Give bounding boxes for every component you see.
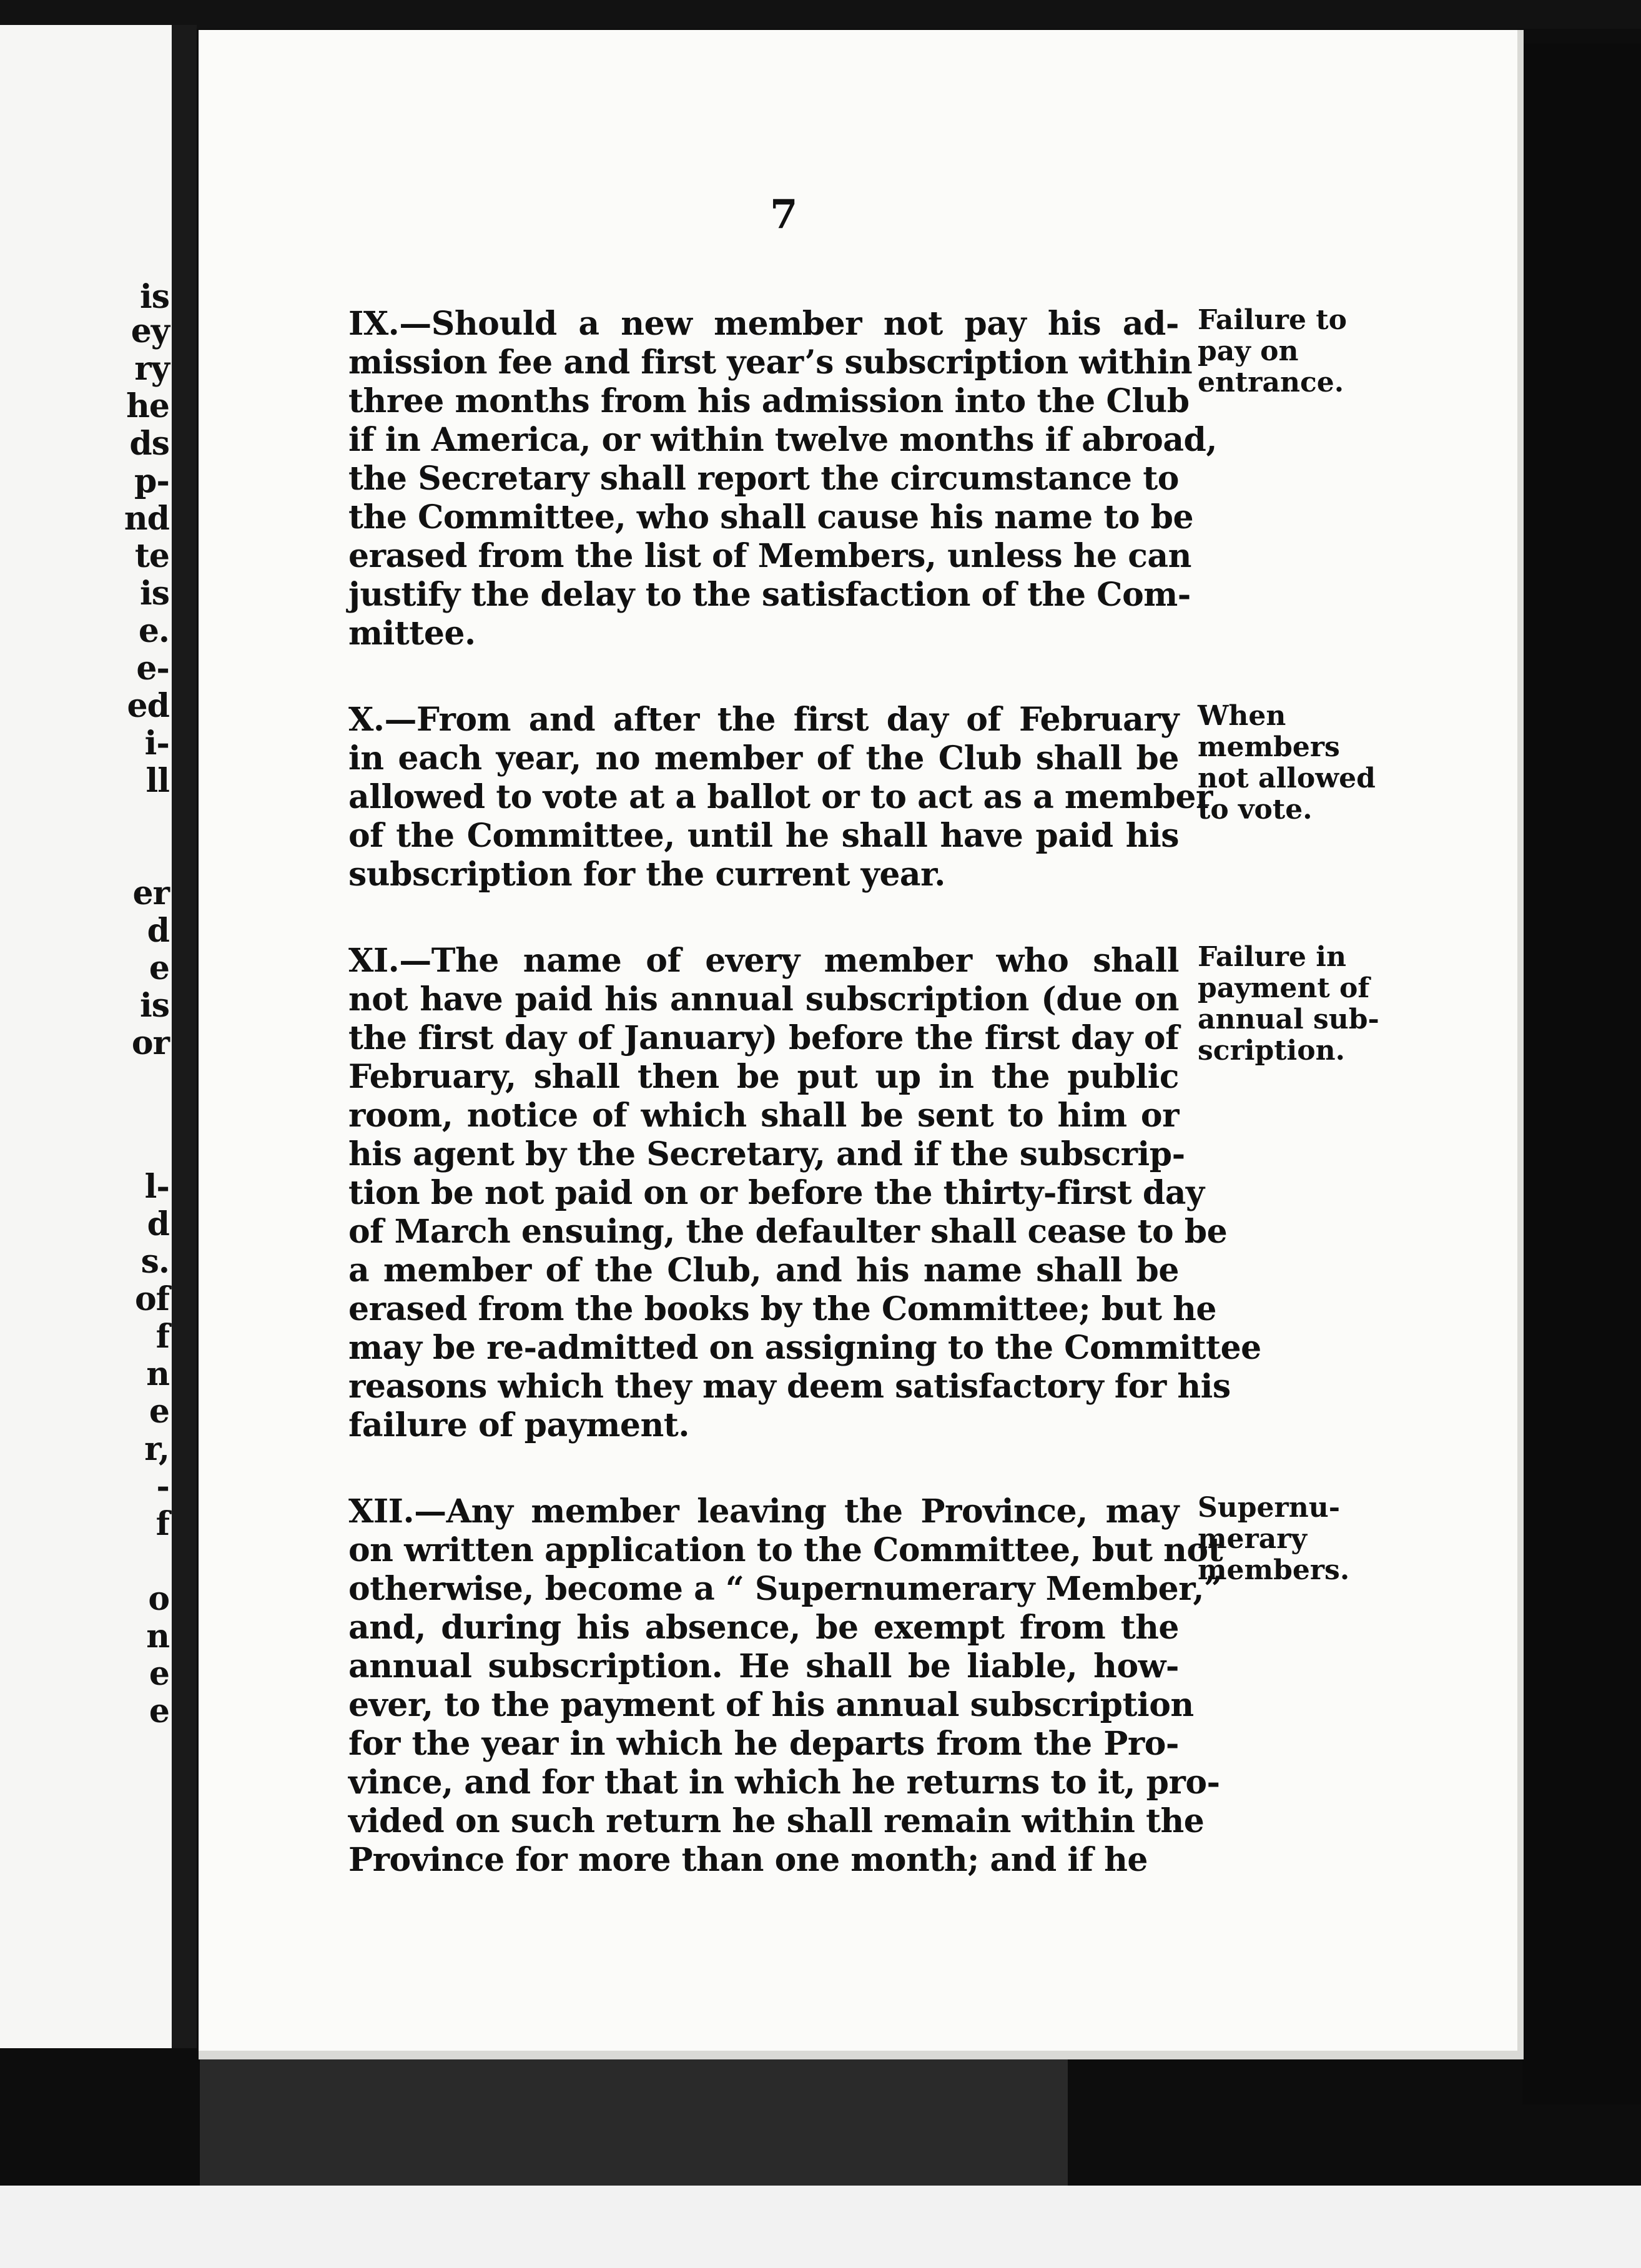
marginal-note-line: to vote. bbox=[1198, 794, 1313, 826]
facing-page-fragment: ed bbox=[127, 687, 169, 725]
facing-page-fragment: ey bbox=[131, 312, 169, 350]
facing-page-fragment: f bbox=[155, 1318, 169, 1356]
marginal-note-line: merary bbox=[1198, 1523, 1307, 1555]
facing-page-fragment: is bbox=[139, 574, 169, 613]
facing-page-fragment: p- bbox=[134, 462, 169, 500]
text-line: three months from his admission into the Club bbox=[348, 382, 1190, 420]
scanner-border-right bbox=[1522, 44, 1641, 2104]
facing-page-fragment: r, bbox=[144, 1430, 169, 1468]
text-line: mission fee and first year’s subscription within bbox=[348, 343, 1193, 382]
rule-paragraph bbox=[348, 701, 1410, 894]
text-line: IX.—Should a new member not pay his ad- bbox=[348, 305, 1179, 343]
facing-page-fragment: er bbox=[132, 874, 169, 912]
facing-page-edge bbox=[0, 25, 172, 2048]
text-line: XI.—The name of every member who shall bbox=[348, 942, 1179, 980]
text-line: in each year, no member of the Club shall be bbox=[348, 739, 1179, 777]
facing-page-fragment: ry bbox=[134, 350, 169, 388]
rule-paragraph bbox=[348, 305, 1410, 653]
text-line: reasons which they may deem satisfactory for his bbox=[348, 1368, 1231, 1406]
facing-page-fragment: n bbox=[146, 1355, 169, 1393]
text-line: a member of the Club, and his name shall be bbox=[348, 1251, 1179, 1289]
text-line: if in America, or within twelve months if abroad, bbox=[348, 421, 1218, 459]
facing-page-fragment: f bbox=[155, 1505, 169, 1543]
text-line: room, notice of which shall be sent to him or bbox=[348, 1097, 1179, 1135]
text-line: of the Committee, until he shall have paid his bbox=[348, 817, 1179, 855]
facing-page-fragment: ds bbox=[129, 425, 169, 463]
text-line: allowed to vote at a ballot or to act as a member bbox=[348, 778, 1213, 816]
rules-text bbox=[348, 305, 1410, 1927]
text-line: the first day of January) before the first day of bbox=[348, 1019, 1179, 1057]
scanner-border-top bbox=[0, 0, 1641, 29]
text-line: and, during his absence, be exempt from the bbox=[348, 1609, 1179, 1647]
facing-page-fragment: e. bbox=[138, 612, 169, 650]
text-line: justify the delay to the satisfaction of the Com- bbox=[348, 576, 1191, 614]
marginal-note-line: Failure to bbox=[1198, 304, 1347, 336]
text-line: failure of payment. bbox=[348, 1406, 689, 1444]
text-line: the Committee, who shall cause his name to be bbox=[348, 498, 1194, 536]
text-line: of March ensuing, the defaulter shall cease to be bbox=[348, 1213, 1228, 1251]
facing-page-fragment: is bbox=[139, 278, 169, 316]
facing-page-fragment: s. bbox=[140, 1243, 169, 1281]
marginal-note-line: When bbox=[1198, 700, 1286, 732]
facing-page-fragment: - bbox=[156, 1467, 169, 1506]
facing-page-fragment: d bbox=[147, 912, 169, 950]
facing-page-fragment: l- bbox=[144, 1168, 169, 1206]
text-line: subscription for the current year. bbox=[348, 855, 945, 894]
facing-page-fragment: e bbox=[149, 949, 169, 987]
text-line: for the year in which he departs from the Pro- bbox=[348, 1725, 1179, 1763]
text-line: X.—From and after the first day of February bbox=[348, 701, 1179, 739]
text-line: not have paid his annual subscription (due on bbox=[348, 980, 1179, 1018]
marginal-note-line: payment of bbox=[1198, 972, 1370, 1004]
marginal-note-line: pay on bbox=[1198, 335, 1299, 367]
marginal-note-line: members. bbox=[1198, 1554, 1350, 1586]
facing-page-fragment: e bbox=[149, 1393, 169, 1431]
marginal-note bbox=[1198, 1492, 1397, 1586]
marginal-note bbox=[1198, 305, 1397, 398]
facing-page-fragment: he bbox=[126, 387, 169, 425]
text-line: the Secretary shall report the circumstance to bbox=[348, 460, 1179, 498]
rule-paragraph bbox=[348, 1492, 1410, 1880]
text-line: annual subscription. He shall be liable, how- bbox=[348, 1647, 1179, 1685]
book-gutter bbox=[172, 25, 197, 2048]
page-number: 7 bbox=[770, 191, 798, 238]
facing-page-fragment: n bbox=[146, 1617, 169, 1655]
facing-page-fragment: e bbox=[149, 1655, 169, 1693]
scan-bottom-margin bbox=[0, 2186, 1641, 2268]
text-line: mittee. bbox=[348, 614, 476, 653]
marginal-note-line: scription. bbox=[1198, 1035, 1345, 1067]
facing-page-fragment: or bbox=[131, 1024, 169, 1062]
text-line: Province for more than one month; and if he bbox=[348, 1841, 1148, 1879]
facing-page-fragment: i- bbox=[144, 724, 169, 762]
text-line: ever, to the payment of his annual subscription bbox=[348, 1686, 1194, 1724]
marginal-note-line: members bbox=[1198, 731, 1340, 763]
facing-page-fragment: nd bbox=[124, 500, 169, 538]
marginal-note-line: Supernu- bbox=[1198, 1492, 1340, 1524]
rule-paragraph bbox=[348, 942, 1410, 1445]
document-page bbox=[199, 30, 1524, 2059]
facing-page-fragment: d bbox=[147, 1205, 169, 1243]
marginal-note-line: annual sub- bbox=[1198, 1003, 1379, 1035]
marginal-note-line: not allowed bbox=[1198, 762, 1376, 794]
text-line: on written application to the Committee, but not bbox=[348, 1531, 1223, 1569]
marginal-note bbox=[1198, 701, 1397, 826]
text-line: his agent by the Secretary, and if the subscrip- bbox=[348, 1135, 1185, 1173]
facing-page-fragment: o bbox=[148, 1580, 169, 1618]
text-line: tion be not paid on or before the thirty-first day bbox=[348, 1174, 1205, 1212]
facing-page-fragment: of bbox=[134, 1280, 169, 1318]
marginal-note bbox=[1198, 942, 1397, 1067]
text-line: erased from the list of Members, unless he can bbox=[348, 537, 1191, 575]
text-line: vided on such return he shall remain within the bbox=[348, 1802, 1205, 1840]
text-line: XII.—Any member leaving the Province, may bbox=[348, 1492, 1179, 1531]
marginal-note-line: Failure in bbox=[1198, 941, 1346, 973]
text-line: vince, and for that in which he returns to it, pro- bbox=[348, 1763, 1220, 1802]
facing-page-fragment: te bbox=[134, 537, 169, 575]
facing-page-fragment: e bbox=[149, 1692, 169, 1730]
text-line: otherwise, become a “ Supernumerary Member,” bbox=[348, 1570, 1223, 1608]
marginal-note-line: entrance. bbox=[1198, 367, 1344, 398]
text-line: February, shall then be put up in the public bbox=[348, 1058, 1179, 1096]
facing-page-fragment: e- bbox=[136, 649, 169, 688]
facing-page-fragment: ll bbox=[145, 762, 169, 800]
text-line: may be re-admitted on assigning to the Committee bbox=[348, 1329, 1261, 1367]
facing-page-fragment: is bbox=[139, 987, 169, 1025]
text-line: erased from the books by the Committee; but he bbox=[348, 1290, 1216, 1328]
